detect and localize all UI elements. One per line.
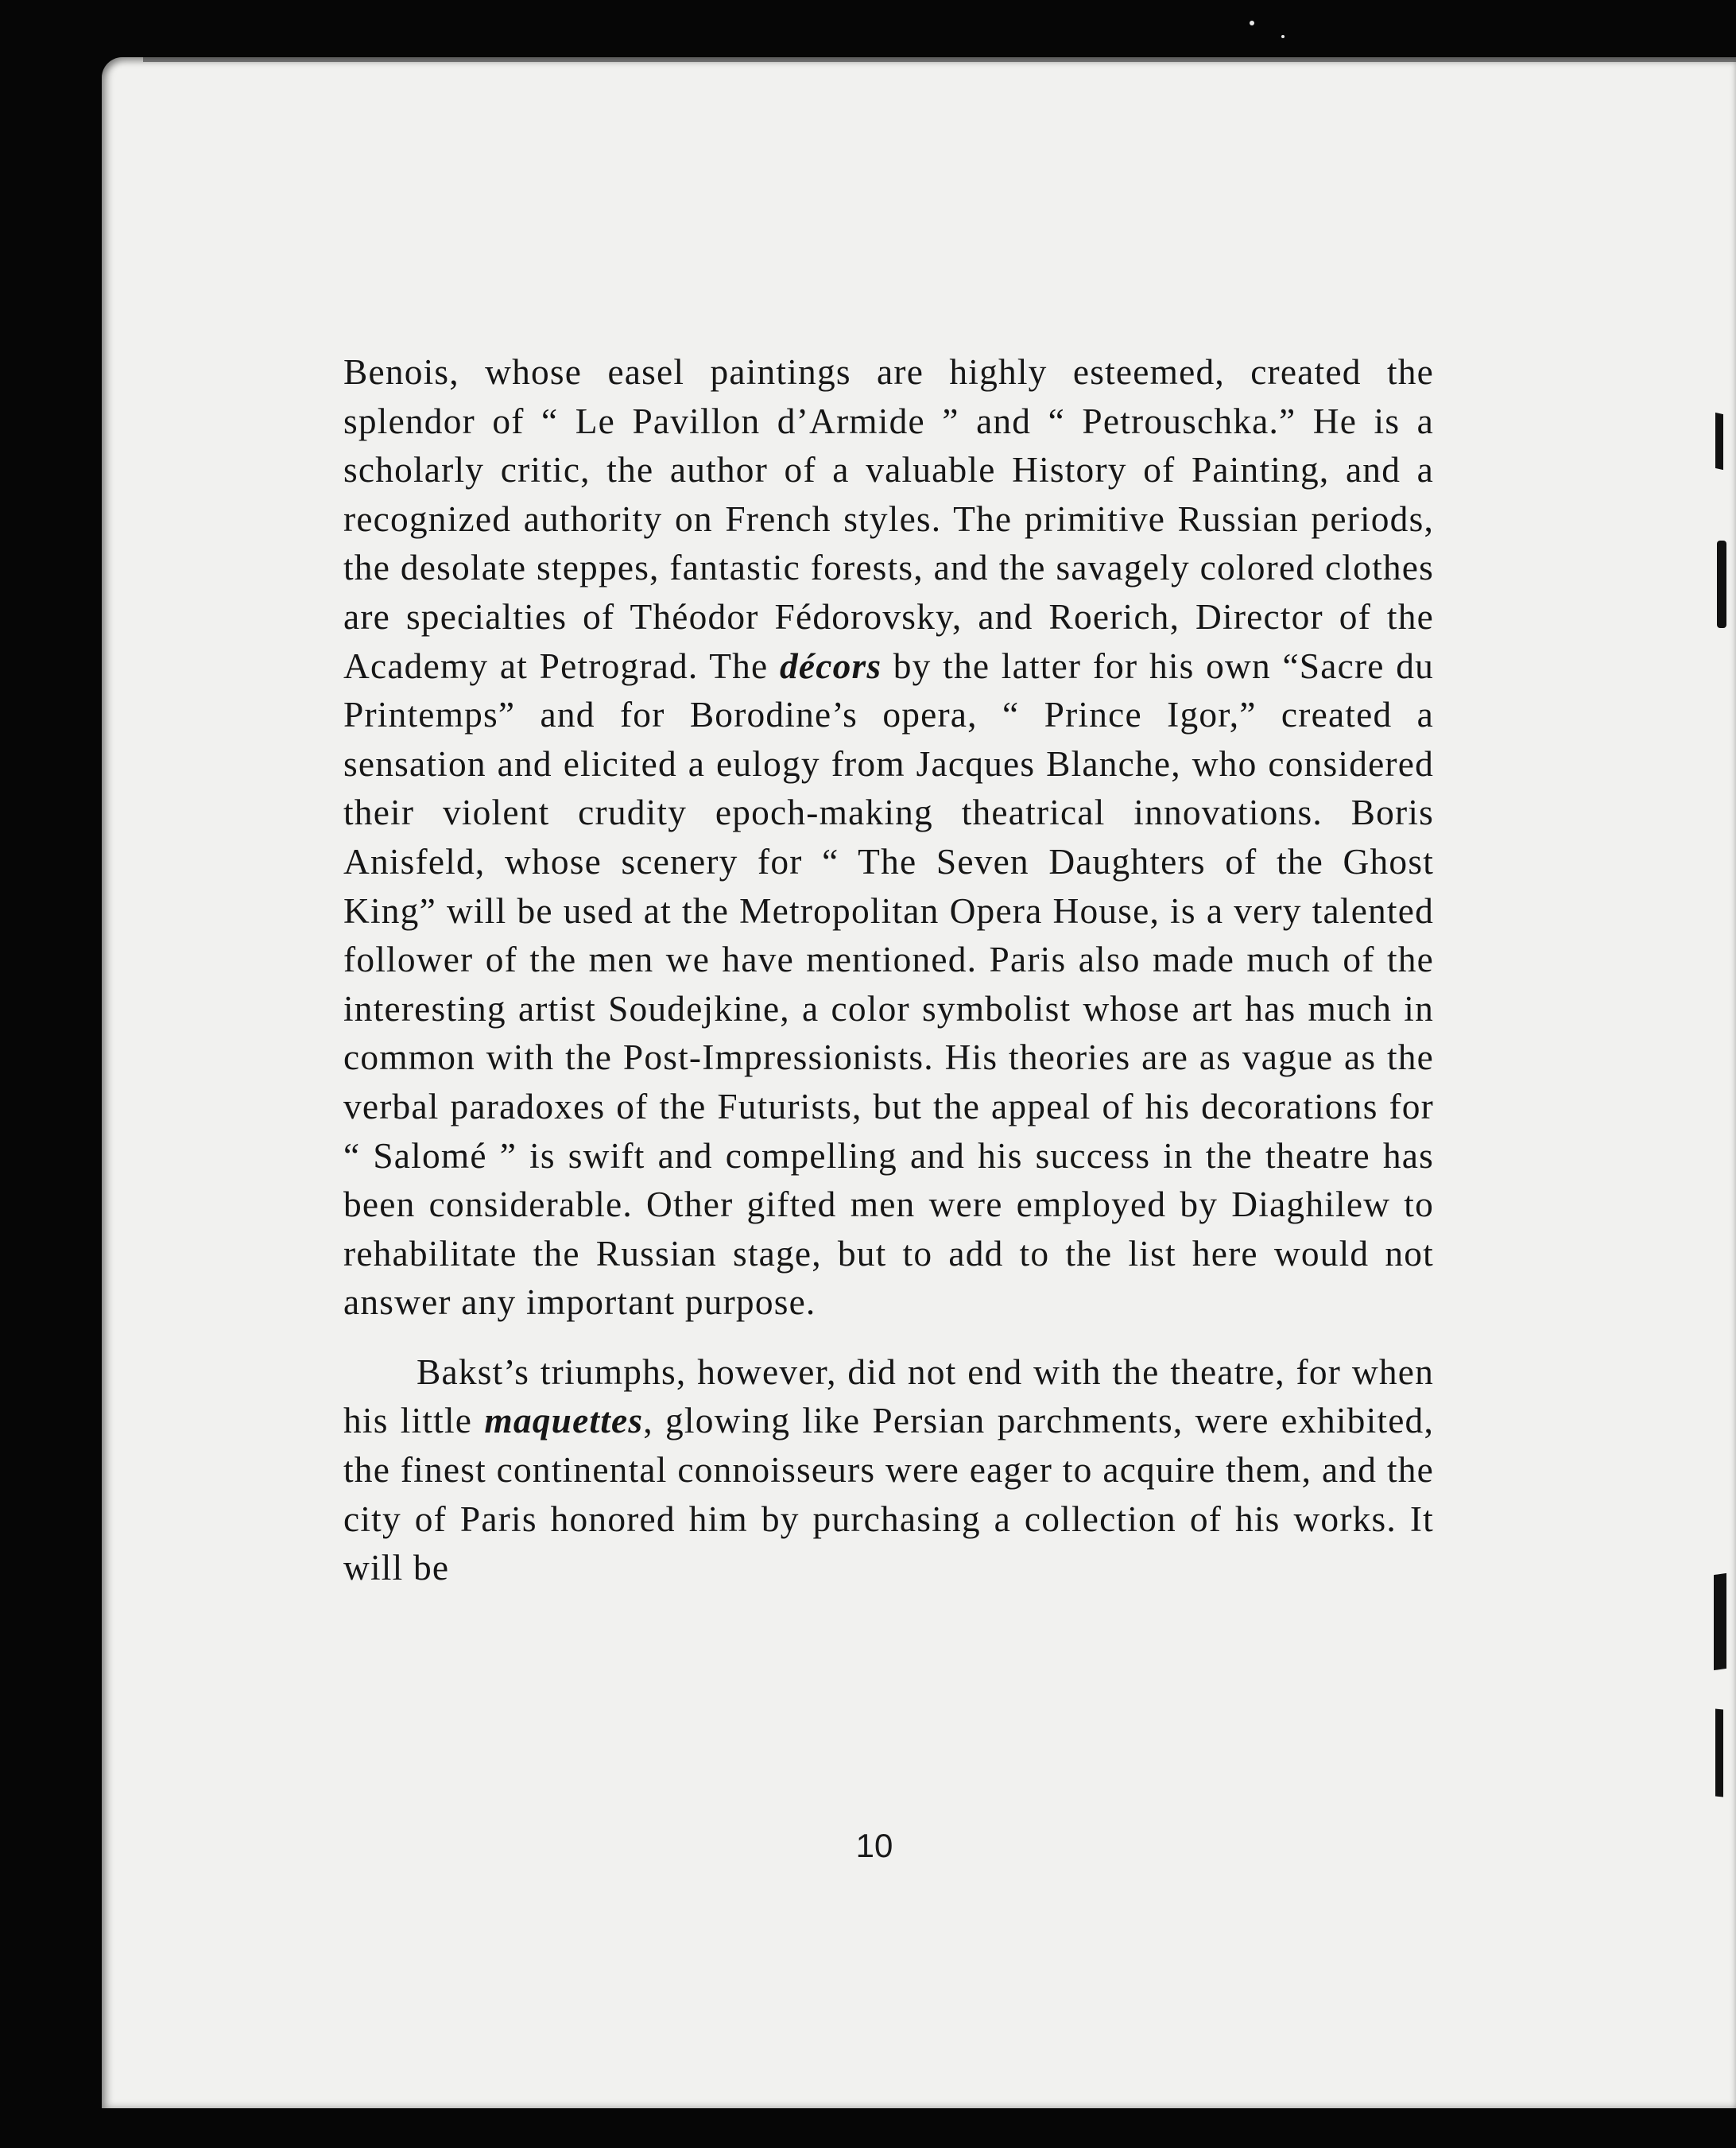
scan-dust-speck — [1250, 21, 1254, 25]
page-number: 10 — [855, 1827, 893, 1864]
page-top-edge — [143, 57, 1736, 62]
facing-page-ink-mark — [1715, 413, 1723, 470]
paragraph-2 — [343, 1348, 1434, 1593]
facing-page-ink-mark — [1715, 1708, 1723, 1797]
paragraph-1-text-end: by the latter for his own “Sacre du Printemps” and for Borodine’s opera, “ Prince Igor,” created a sensation and elicited a eulogy from Jacques Blanche, who considered their violent crudity epoch-making theatrical innovations. Boris Anisfeld, whose scenery for “ The Seven Daughters of the Ghost King” will be used at the Metropolitan Opera House, is a very talented follower of the men we have mentioned. Paris also made much of the interesting artist Soudejkine, a color symbolist whose art has much in common with the Post-Impressionists. His theories are as vague as the verbal paradoxes of the Futurists, but the appeal of his decorations for “ Salomé ” is swift and compelling and his success in the theatre has been considerable. Other gifted men were employed by Diaghilew to rehabilitate the Russian stage, but to add to the list here would not answer any important purpose. — [343, 646, 1434, 1323]
body-text — [343, 348, 1434, 1593]
paragraph-2-italic-term: maquettes — [484, 1401, 644, 1441]
facing-page-ink-mark — [1714, 1573, 1726, 1670]
paragraph-2-text-start: Bakst’s triumphs, however, did not end with the theatre, for when his little — [343, 1351, 1434, 1441]
paragraph-1 — [343, 348, 1434, 1328]
paragraph-1-italic-term: décors — [779, 646, 882, 686]
paragraph-1-text-start: Benois, whose easel paintings are highly esteemed, created the splendor of “ Le Pavillon d’Armide ” and “ Petrouschka.” He is a scholarly critic, the author of a valuable History of Painting, and a recognized authority on French styles. The primitive Russian periods, the desolate steppes, fantastic forests, and the savagely colored clothes are specialties of Théodor Fédorovsky, and Roerich, Director of the Academy at Petrograd. The — [343, 352, 1434, 686]
facing-page-ink-mark — [1717, 541, 1726, 628]
paragraph-2-text-end: , glowing like Persian parchments, were exhibited, the finest continental connoisseurs were eager to acquire them, and the city of Paris honored him by purchasing a collection of his works. It will be — [343, 1401, 1434, 1588]
scan-dust-speck — [1281, 35, 1285, 38]
